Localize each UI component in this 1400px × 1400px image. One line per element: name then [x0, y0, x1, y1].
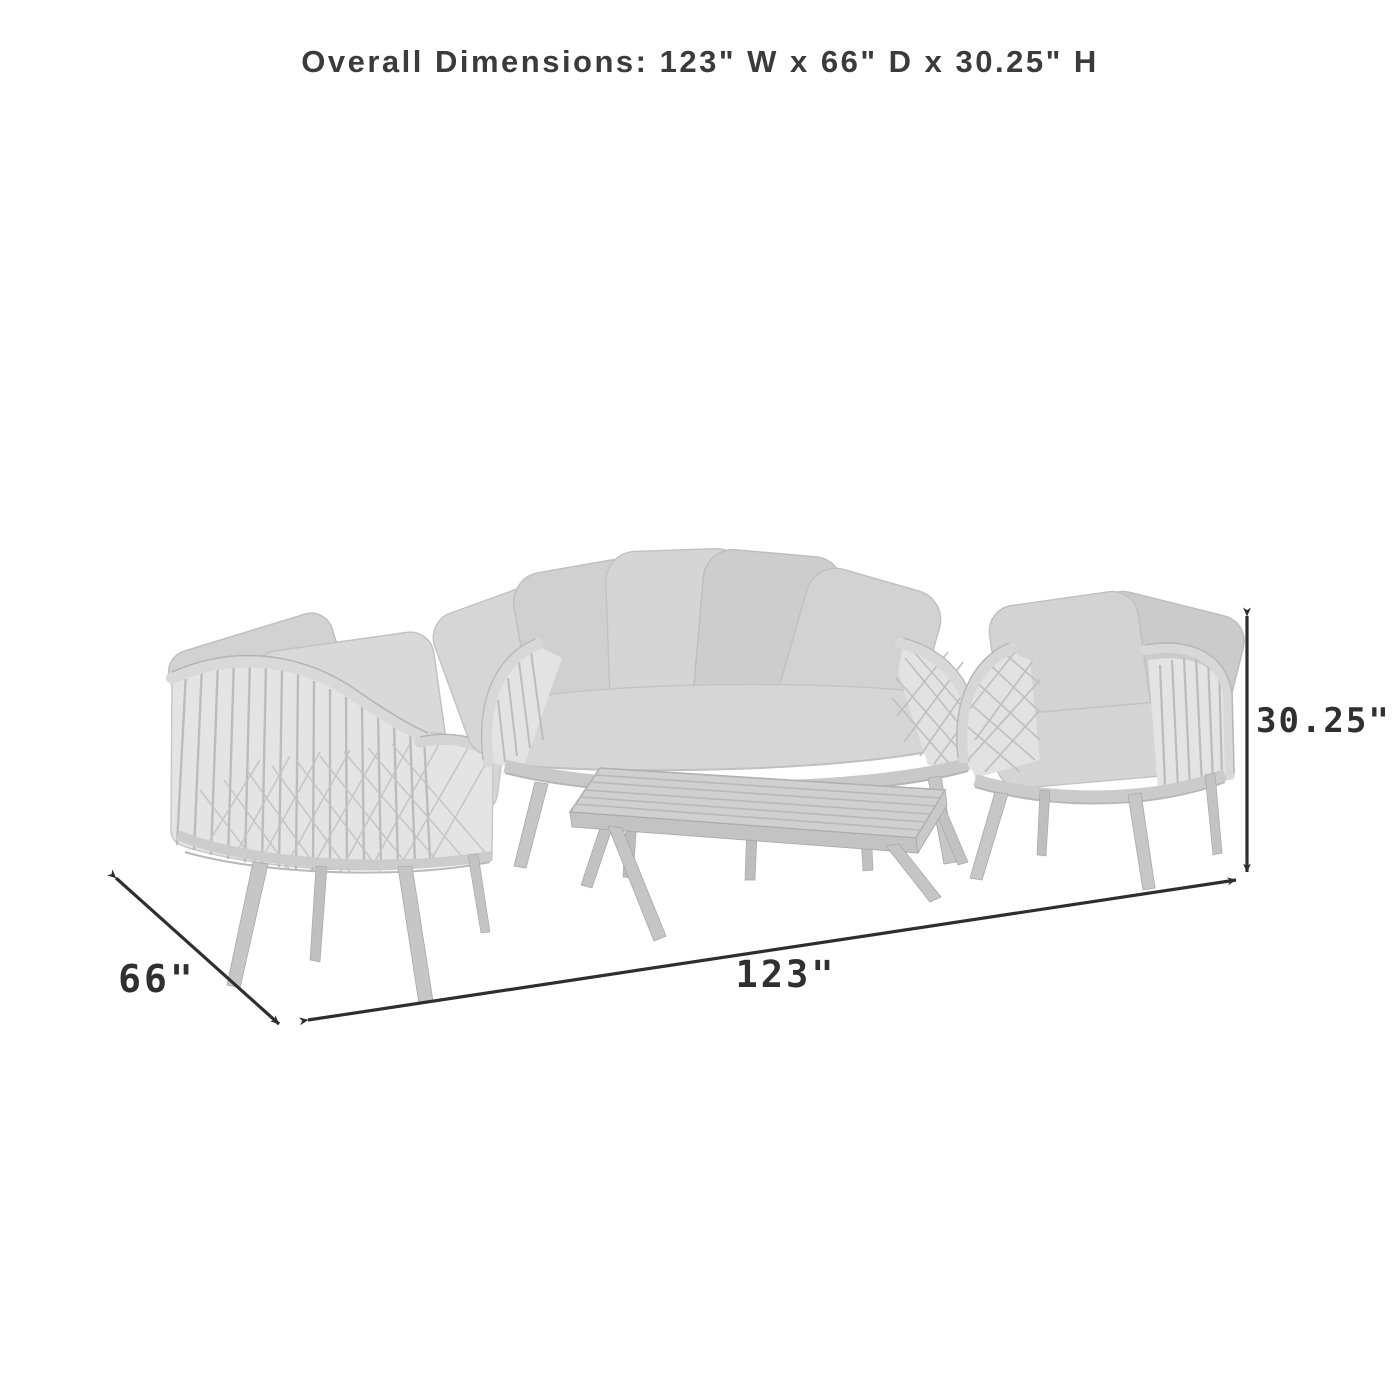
chair-leg — [970, 792, 1008, 880]
chair-leg — [398, 866, 433, 1004]
coffee-table-illustration — [570, 768, 968, 941]
chair-leg — [310, 866, 327, 962]
width-dimension-label: 123" — [735, 953, 837, 996]
chair-leg — [468, 854, 490, 933]
depth-dimension-label: 66" — [118, 957, 196, 1001]
table-leg — [608, 826, 666, 941]
chair-leg — [1205, 773, 1222, 855]
width-arrow — [308, 880, 1236, 1020]
height-dimension-label: 30.25" — [1256, 701, 1391, 741]
rope-shell — [171, 662, 493, 870]
armchair-right-illustration — [957, 586, 1250, 890]
chair-leg — [227, 862, 268, 988]
page-title: Overall Dimensions: 123" W x 66" D x 30.25" H — [301, 44, 1099, 79]
chair-leg — [1128, 793, 1155, 890]
sofa-leg — [514, 782, 548, 868]
